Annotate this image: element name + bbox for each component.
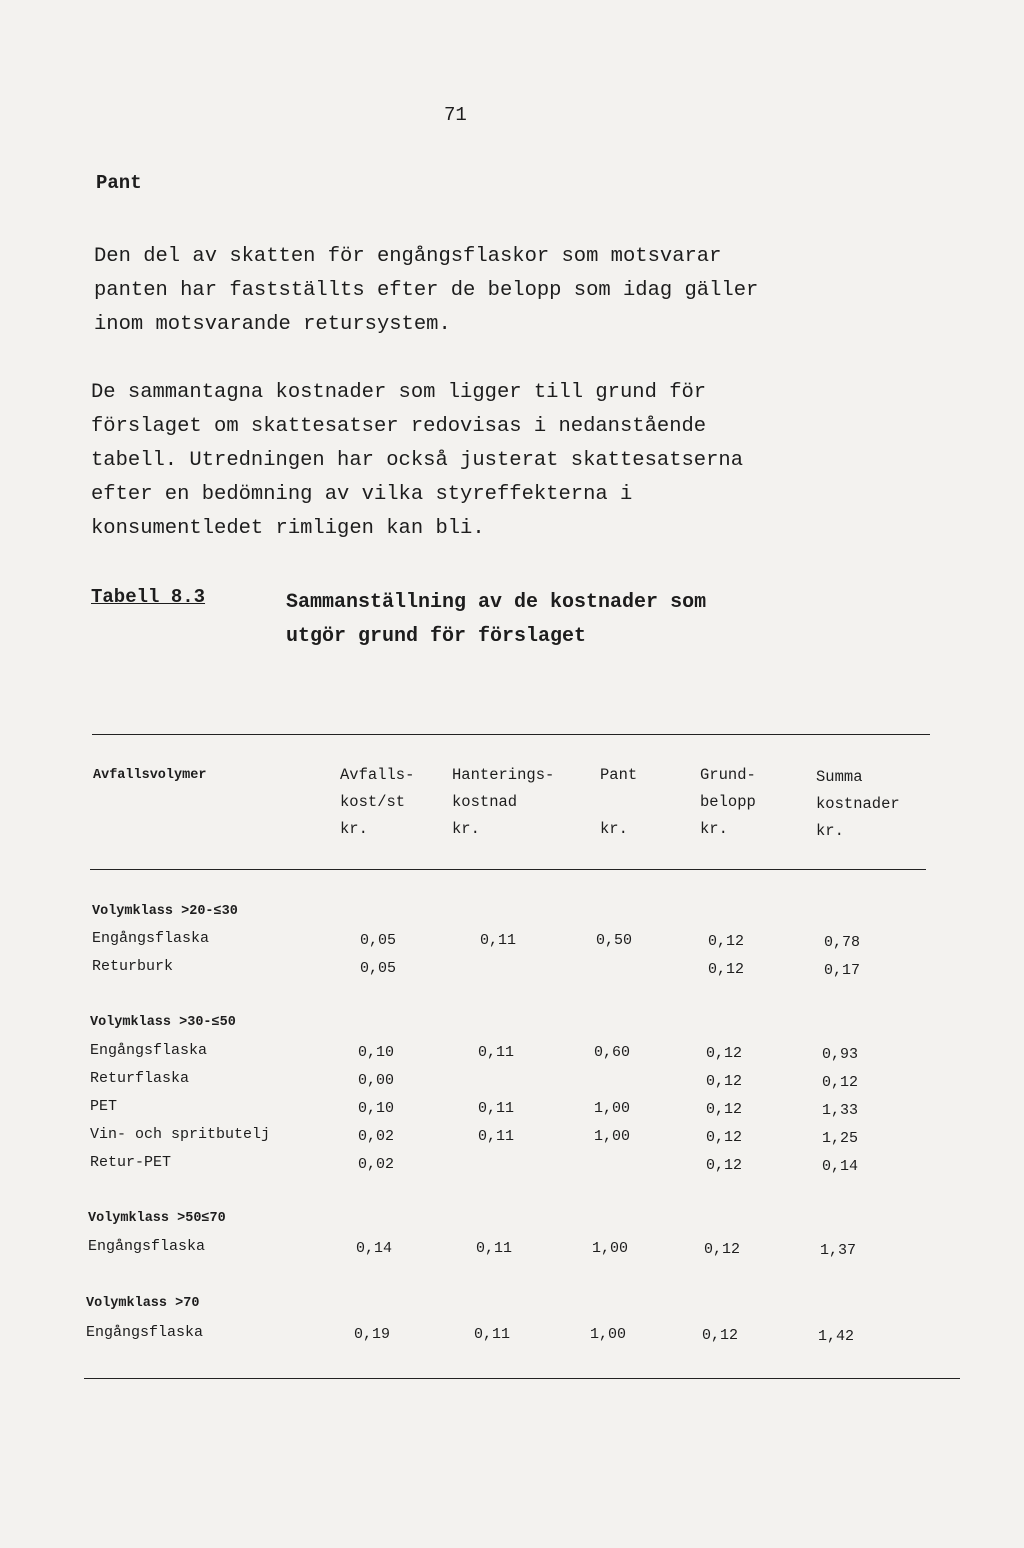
section-heading: Pant (96, 172, 142, 194)
cell-summa: 1,25 (822, 1130, 859, 1147)
table-bottom-rule (84, 1378, 960, 1379)
cell-pant: 0,50 (596, 932, 633, 949)
table-header-rule (90, 869, 926, 870)
cell-hantering: 0,11 (474, 1326, 511, 1343)
row-label: Retur-PET (90, 1154, 172, 1171)
cell-avfall: 0,14 (356, 1240, 393, 1257)
cell-pant: 0,60 (594, 1044, 631, 1061)
cell-avfall: 0,19 (354, 1326, 391, 1343)
paragraph-1: Den del av skatten för engångsflaskor som motsvarar panten har fastställts efter de belopp som idag gäller inom motsvarande retursystem. (94, 245, 759, 336)
cell-grund: 0,12 (708, 933, 745, 950)
cell-avfall: 0,10 (358, 1044, 395, 1061)
cell-summa: 0,12 (822, 1074, 859, 1091)
cell-grund: 0,12 (706, 1073, 743, 1090)
cell-pant: 1,00 (590, 1326, 627, 1343)
cell-grund: 0,12 (708, 961, 745, 978)
cell-grund: 0,12 (706, 1101, 743, 1118)
table-label: Tabell 8.3 (91, 586, 206, 608)
cell-avfall: 0,02 (358, 1128, 395, 1145)
cell-hantering: 0,11 (476, 1240, 513, 1257)
cell-pant: 1,00 (592, 1240, 629, 1257)
cell-grund: 0,12 (704, 1241, 741, 1258)
group-heading: Volymklass >50≤70 (88, 1211, 226, 1226)
cell-avfall: 0,02 (358, 1156, 395, 1173)
cell-avfall: 0,05 (360, 960, 397, 977)
row-label: Vin- och spritbutelj (90, 1126, 271, 1143)
cell-summa: 0,14 (822, 1158, 859, 1175)
table-title: Sammanställning av de kostnader som utgör grund för förslaget (286, 591, 707, 648)
column-header-grundbelopp: Grund- belopp kr. (700, 766, 756, 838)
cell-summa: 0,17 (824, 962, 861, 979)
paragraph-2: De sammantagna kostnader som ligger till grund för förslaget om skattesatser redovisas i nedanstående tabell. Utredningen har också justerat skattesatserna efter en bedömning av vilka styreffekterna i konsumentledet rimligen kan bli. (91, 381, 744, 540)
row-label: Engångsflaska (86, 1324, 204, 1341)
cell-avfall: 0,10 (358, 1100, 395, 1117)
column-header-avfallsvolymer: Avfallsvolymer (93, 768, 207, 783)
row-label: Engångsflaska (92, 930, 210, 947)
row-label: Returburk (92, 958, 174, 975)
cell-pant: 1,00 (594, 1128, 631, 1145)
column-header-hanteringskostnad: Hanterings- kostnad kr. (452, 766, 555, 838)
cell-avfall: 0,05 (360, 932, 397, 949)
cell-hantering: 0,11 (478, 1044, 515, 1061)
cell-grund: 0,12 (706, 1045, 743, 1062)
cell-grund: 0,12 (706, 1129, 743, 1146)
column-header-avfallskost: Avfalls- kost/st kr. (340, 766, 415, 838)
cell-summa: 1,33 (822, 1102, 859, 1119)
cell-hantering: 0,11 (478, 1128, 515, 1145)
column-header-summa: Summa kostnader kr. (816, 768, 900, 840)
column-header-pant: Pant kr. (600, 766, 638, 838)
cell-summa: 1,42 (818, 1328, 855, 1345)
cell-pant: 1,00 (594, 1100, 631, 1117)
cell-hantering: 0,11 (480, 932, 517, 949)
cell-summa: 1,37 (820, 1242, 857, 1259)
group-heading: Volymklass >20-≤30 (92, 904, 238, 919)
group-heading: Volymklass >30-≤50 (90, 1015, 236, 1030)
row-label: Engångsflaska (90, 1042, 208, 1059)
row-label: Engångsflaska (88, 1238, 206, 1255)
row-label: Returflaska (90, 1070, 190, 1087)
cell-summa: 0,93 (822, 1046, 859, 1063)
cell-hantering: 0,11 (478, 1100, 515, 1117)
cell-grund: 0,12 (706, 1157, 743, 1174)
group-heading: Volymklass >70 (86, 1296, 200, 1311)
cell-grund: 0,12 (702, 1327, 739, 1344)
table-top-rule (92, 734, 930, 735)
page-number: 71 (444, 104, 467, 126)
row-label: PET (90, 1098, 118, 1115)
cell-avfall: 0,00 (358, 1072, 395, 1089)
cell-summa: 0,78 (824, 934, 861, 951)
